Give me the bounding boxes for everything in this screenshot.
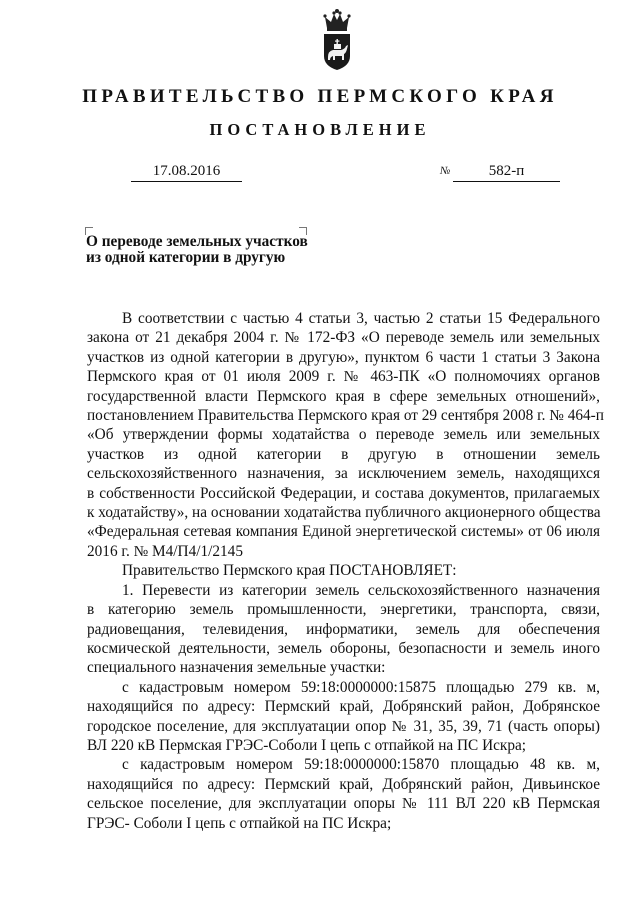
document-date: 17.08.2016	[131, 162, 242, 182]
body-line: Пермского края от 01 июля 2009 г. № 463-ПК «О полномочиях органов	[87, 368, 600, 386]
body-paragraph	[87, 561, 600, 580]
document-number: 582-п	[453, 162, 560, 182]
body-line: сельскохозяйственного назначения, за исключением земель, находящихся	[87, 465, 600, 483]
body-paragraph	[87, 755, 600, 833]
subject-line: из одной категории в другую	[86, 248, 286, 266]
body-line: участков из одной категории в другую в отношении земель	[87, 445, 600, 463]
body-line: В соответствии с частью 4 статьи 3, частью 2 статьи 15 Федерального	[122, 310, 600, 327]
body-line: Правительство Пермского края ПОСТАНОВЛЯЕТ:	[122, 562, 457, 580]
body-line: радиовещания, телевидения, информатики, земель для обеспечения	[87, 620, 600, 638]
body-line: с кадастровым номером 59:18:0000000:15875 площадью 279 кв. м,	[122, 678, 600, 696]
body-line: находящийся по адресу: Пермский край, Добрянский район, Добрянское	[87, 698, 600, 716]
body-line: в категорию земель промышленности, энергетики, транспорта, связи,	[87, 601, 600, 619]
body-line: в собственности Российской Федерации, и состава документов, прилагаемых	[87, 484, 600, 502]
body-line: специального назначения земельные участки:	[87, 659, 386, 677]
body-paragraph	[87, 581, 600, 678]
subject-line: О переводе земельных участков	[86, 233, 308, 250]
body-line: «Об утверждении формы ходатайства о переводе земель или земельных	[87, 426, 600, 444]
body-line: находящийся по адресу: Пермский край, Добрянский район, Дивьинское	[87, 775, 600, 793]
body-line: ВЛ 220 кВ Пермская ГРЭС-Соболи I цепь с отпайкой на ПС Искра;	[87, 736, 527, 754]
body-line: участков из одной категории в другую», пунктом 6 части 1 статьи 3 Закона	[87, 348, 600, 366]
body-line: к ходатайству», на основании ходатайства публичного акционерного общества	[87, 504, 601, 522]
number-sign: №	[440, 165, 451, 177]
body-line: постановлением Правительства Пермского края от 29 сентября 2008 г. № 464-п	[87, 407, 604, 425]
document-body	[87, 309, 604, 833]
government-title: ПРАВИТЕЛЬСТВО ПЕРМСКОГО КРАЯ	[82, 86, 558, 107]
body-paragraph	[87, 678, 600, 756]
body-paragraph	[87, 309, 604, 561]
perm-krai-coat-of-arms-icon	[317, 8, 357, 72]
body-line: закона от 21 декабря 2004 г. № 172-ФЗ «О переводе земель или земельных	[87, 329, 600, 347]
document-subject	[86, 234, 326, 265]
body-line: городское поселение, для эксплуатации опор № 31, 35, 39, 71 (часть опоры)	[87, 717, 600, 735]
body-line: 1. Перевести из категории земель сельскохозяйственного назначения	[122, 581, 600, 599]
body-line: 2016 г. № М4/П4/1/2145	[87, 542, 243, 560]
document-type: ПОСТАНОВЛЕНИЕ	[209, 120, 431, 139]
body-line: сельское поселение, для эксплуатации опоры № 111 ВЛ 220 кВ Пермская	[87, 795, 600, 813]
body-line: ГРЭС- Соболи I цепь с отпайкой на ПС Искра;	[87, 814, 392, 832]
body-line: космической деятельности, земель обороны, безопасности и земель иного	[87, 639, 600, 657]
body-line: с кадастровым номером 59:18:0000000:15870 площадью 48 кв. м,	[122, 756, 600, 774]
body-line: государственной власти Пермского края в сфере земельных отношений»,	[87, 387, 600, 405]
body-line: «Федеральная сетевая компания Единой энергетической системы» от 06 июля	[87, 523, 600, 541]
